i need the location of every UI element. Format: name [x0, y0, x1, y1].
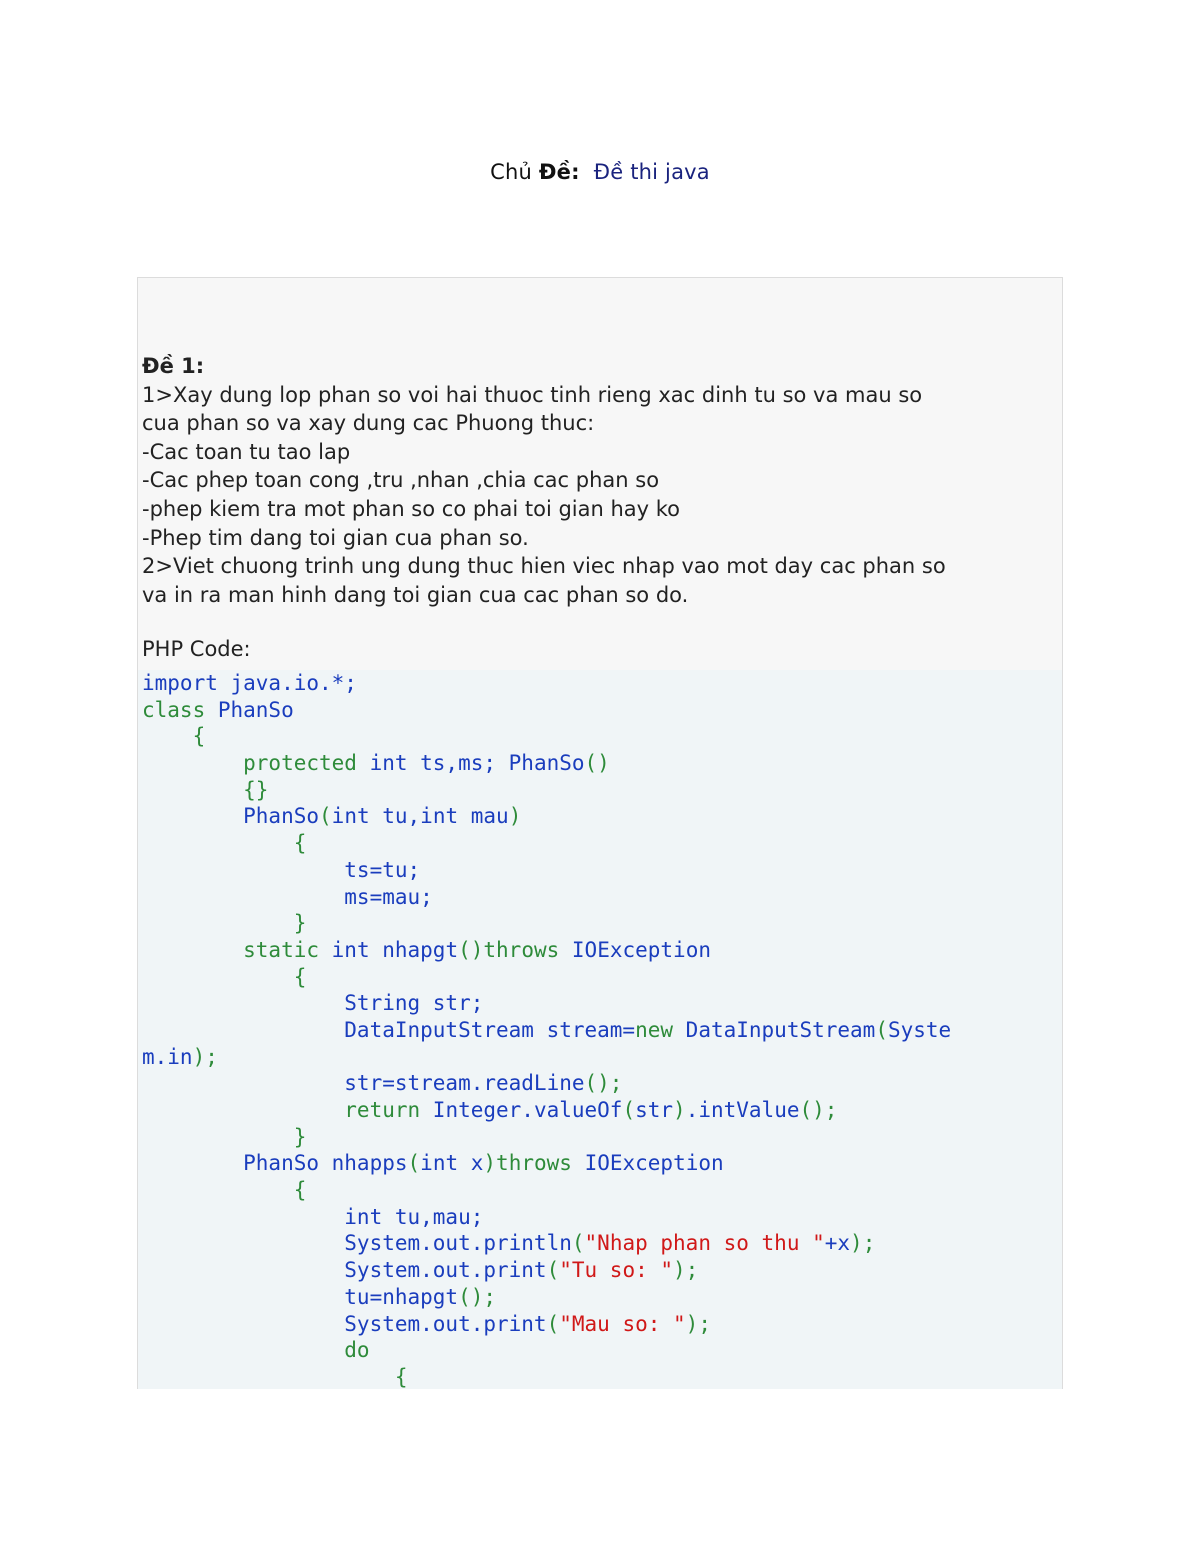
code-token: tu=nhapgt — [142, 1284, 459, 1309]
code-token: .intValue — [685, 1098, 800, 1122]
code-token: import java.io.*; — [142, 671, 357, 695]
code-line — [142, 1364, 951, 1389]
code-token: int ts,ms; PhanSo — [369, 751, 585, 776]
code-token: "Tu so: " — [559, 1258, 674, 1283]
code-token: int nhapgt — [331, 937, 459, 962]
code-line — [142, 777, 951, 804]
code-token: ( — [546, 1311, 560, 1336]
code-token: ( — [319, 804, 332, 829]
post-line: va in ra man hinh dang toi gian cua cac phan so do. — [142, 582, 689, 607]
code-token: PhanSo — [142, 804, 320, 829]
title-prefix-plain: Chủ — [490, 160, 539, 184]
code-line — [142, 697, 951, 724]
topic-title: Đề thi java — [593, 160, 710, 184]
code-line — [142, 910, 951, 937]
code-line — [142, 723, 951, 750]
code-token: str=stream.readLine — [142, 1071, 585, 1096]
code-token: do — [142, 1338, 370, 1363]
code-token: { — [142, 1178, 307, 1203]
code-token: m.in — [142, 1044, 193, 1069]
code-token: String str; — [142, 991, 484, 1016]
code-token: class — [142, 697, 218, 722]
code-token: () — [584, 751, 610, 776]
post-line: cua phan so va xay dung cac Phuong thuc: — [142, 411, 595, 436]
code-token: ( — [407, 1151, 421, 1176]
code-line — [142, 937, 951, 964]
code-line — [142, 1124, 951, 1151]
code-token: PhanSo — [217, 697, 294, 722]
code-line — [142, 1097, 951, 1124]
code-token: ( — [622, 1098, 636, 1122]
code-token: int x — [420, 1151, 484, 1176]
code-token: ); — [192, 1044, 218, 1069]
code-token: } — [142, 911, 307, 936]
code-token: int tu,mau; — [142, 1204, 484, 1229]
code-line — [142, 1284, 951, 1311]
code-token: DataInputStream — [685, 1017, 876, 1042]
code-line — [142, 670, 951, 697]
code-line — [142, 990, 951, 1017]
code-token: (); — [584, 1071, 623, 1096]
exam-heading: Đề 1: — [142, 354, 205, 378]
code-label: PHP Code: — [142, 637, 251, 661]
code-token: System.out.print — [142, 1258, 547, 1283]
code-token: (); — [799, 1098, 838, 1122]
code-token: { — [142, 831, 307, 856]
code-token: ) — [508, 804, 522, 829]
code-token: new — [635, 1017, 686, 1042]
code-line — [142, 964, 951, 991]
code-token: ms=mau; — [142, 884, 433, 909]
post-line: -Phep tim dang toi gian cua phan so. — [142, 525, 529, 550]
code-token: Integer.valueOf — [432, 1098, 623, 1122]
title-prefix — [490, 160, 580, 184]
code-line — [142, 884, 951, 911]
code-token: { — [142, 964, 307, 989]
code-line — [142, 830, 951, 857]
code-token: ) — [673, 1098, 686, 1122]
code-block — [138, 670, 1063, 1389]
code-line — [142, 803, 951, 830]
post-box — [137, 277, 1063, 1389]
code-token: ( — [875, 1017, 888, 1042]
code-token: throws — [483, 937, 572, 962]
post-line: 1>Xay dung lop phan so voi hai thuoc tinh rieng xac dinh tu so va mau so — [142, 382, 923, 407]
code-token: IOException — [584, 1151, 724, 1176]
code-line — [142, 1177, 951, 1204]
code-line — [142, 1204, 951, 1231]
code-token: ); — [850, 1231, 876, 1256]
code-line — [142, 750, 951, 777]
code-line — [142, 1150, 951, 1177]
code-token: ); — [685, 1311, 711, 1336]
title-prefix-bold: Đề: — [538, 160, 580, 184]
code-token: str — [635, 1098, 674, 1122]
code-token: ts=tu; — [142, 857, 421, 882]
code-token: protected — [142, 751, 370, 776]
code-lines — [142, 670, 951, 1389]
code-token: ( — [571, 1231, 585, 1256]
code-token: ); — [673, 1258, 699, 1283]
code-line — [142, 1337, 951, 1364]
code-token: () — [458, 937, 484, 962]
code-line — [142, 1257, 951, 1284]
code-token: ( — [546, 1258, 560, 1283]
post-line: -phep kiem tra mot phan so co phai toi gian hay ko — [142, 496, 681, 521]
code-line — [142, 1017, 951, 1044]
code-line — [142, 1230, 951, 1257]
code-token: } — [142, 1124, 307, 1149]
code-token: ) — [483, 1151, 497, 1176]
code-token: Syste — [887, 1017, 952, 1042]
code-token: +x — [824, 1231, 851, 1256]
code-token: static — [142, 937, 332, 962]
post-line: -Cac toan tu tao lap — [142, 439, 351, 464]
code-token: DataInputStream stream= — [142, 1017, 636, 1042]
post-body — [142, 352, 1058, 609]
code-token: { — [142, 1364, 408, 1389]
code-token: System.out.println — [142, 1231, 572, 1256]
page-title — [0, 157, 1200, 187]
code-line — [142, 1044, 951, 1071]
post-line: -Cac phep toan cong ,tru ,nhan ,chia cac phan so — [142, 468, 660, 493]
post-line: 2>Viet chuong trinh ung dung thuc hien viec nhap vao mot day cac phan so — [142, 554, 946, 579]
code-token: "Nhap phan so thu " — [584, 1231, 825, 1256]
code-token: "Mau so: " — [559, 1311, 686, 1336]
code-token: System.out.print — [142, 1311, 547, 1336]
code-token: throws — [496, 1151, 585, 1176]
code-token: {} — [142, 777, 269, 802]
code-line — [142, 1070, 951, 1097]
code-token: int tu,int mau — [331, 804, 509, 829]
code-token: IOException — [571, 937, 711, 962]
code-token: return — [142, 1098, 433, 1122]
code-line — [142, 857, 951, 884]
code-token: (); — [458, 1284, 497, 1309]
code-token: PhanSo nhapps — [142, 1151, 408, 1176]
code-line — [142, 1311, 951, 1338]
code-token: { — [142, 724, 206, 749]
